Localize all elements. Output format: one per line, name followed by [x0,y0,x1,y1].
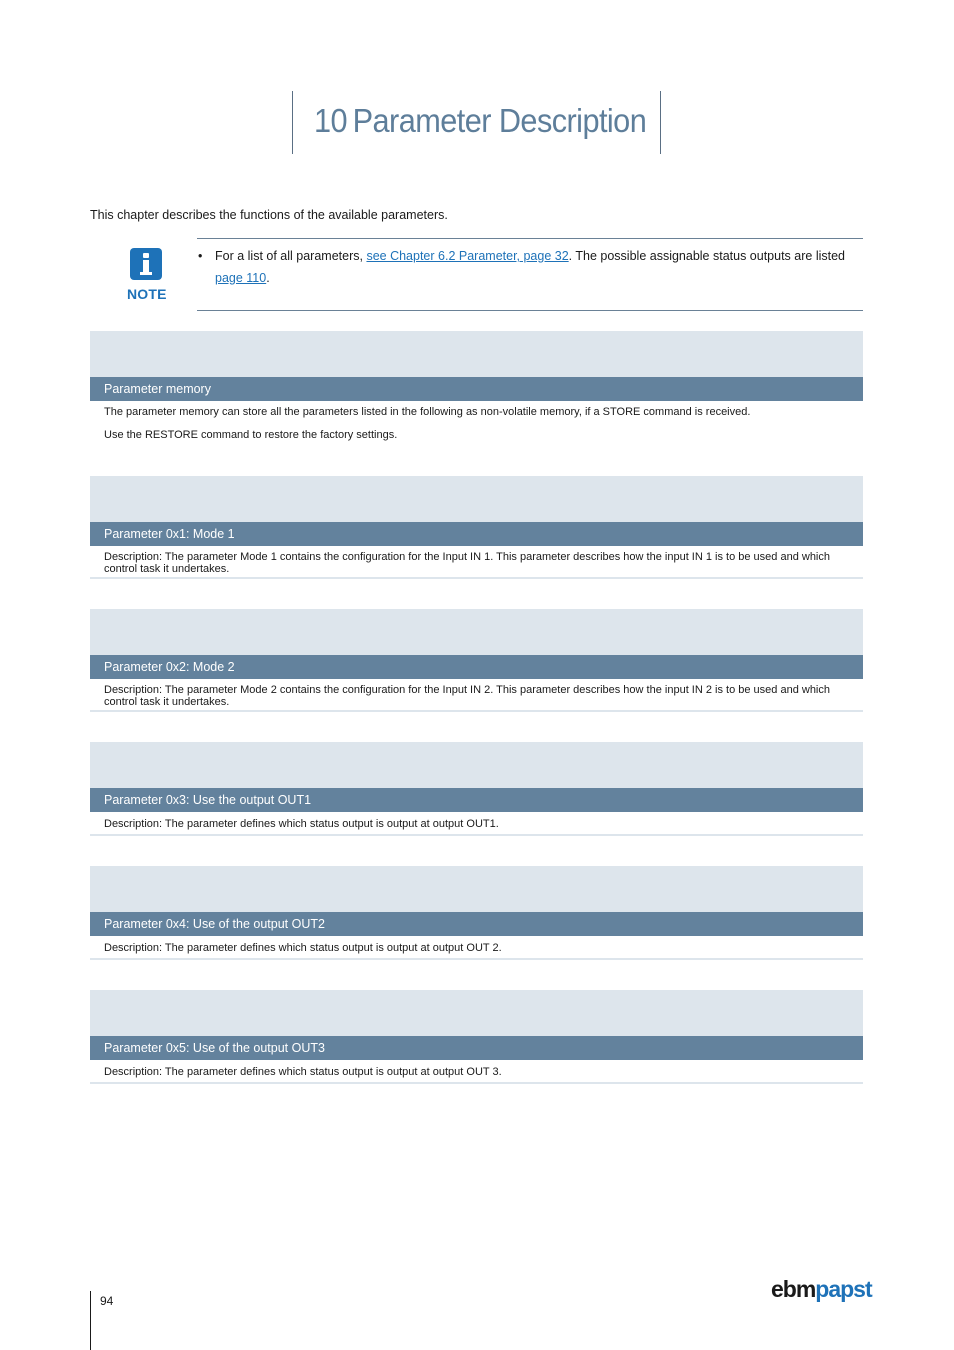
section-body-mode1: Description: The parameter Mode 1 contains the configuration for the Input IN 1. This parameter describes how the input IN 1 is to be used and which control task it undertakes. [104,551,830,575]
chapter-6-2-link[interactable]: see Chapter 6.2 Parameter, page 32 [366,249,569,263]
note-label: NOTE [127,286,167,302]
section-out2-band [90,866,863,912]
page-number: 94 [100,1294,114,1308]
memory-line-2: Use the RESTORE command to restore the factory settings. [104,429,398,441]
section-mode1-band [90,476,863,522]
intro-paragraph: This chapter describes the functions of the available parameters. [90,208,448,222]
section-out3-band [90,990,863,1036]
info-icon [130,248,162,280]
section-heading-out3: Parameter 0x5: Use of the output OUT3 [90,1036,863,1060]
section-out1-band [90,742,863,788]
section-body-out1: Description: The parameter defines which status output is output at output OUT1. [104,818,499,830]
note-text [198,245,848,289]
section-heading-mode2: Parameter 0x2: Mode 2 [90,655,863,679]
section-divider [90,710,863,712]
section-divider [90,577,863,579]
section-body-out3: Description: The parameter defines which status output is output at output OUT 3. [104,1066,502,1078]
section-divider [90,834,863,836]
section-mode2-band [90,609,863,655]
memory-line-1: The parameter memory can store all the parameters listed in the following as non-volatile memory, if a STORE command is received. [104,406,751,418]
note-bottom-rule [197,310,863,311]
section-heading-mode1: Parameter 0x1: Mode 1 [90,522,863,546]
footer-margin-rule [90,1291,91,1350]
section-heading-memory: Parameter memory [90,377,863,401]
title-divider-right [660,91,661,154]
section-divider [90,1082,863,1084]
ebmpapst-logo: ebmpapst [771,1276,872,1302]
chapter-title-text: Parameter Description [352,102,647,139]
section-body-out2: Description: The parameter defines which status output is output at output OUT 2. [104,942,502,954]
chapter-number: 10 [314,102,348,139]
section-body-mode2: Description: The parameter Mode 2 contains the configuration for the Input IN 2. This parameter describes how the input IN 2 is to be used and which control task it undertakes. [104,684,830,708]
chapter-title [314,102,646,140]
title-divider-left [292,91,293,154]
section-divider [90,958,863,960]
note-text-before: For a list of all parameters, [215,249,367,263]
note-text-after: . [266,271,270,285]
section-heading-out1: Parameter 0x3: Use the output OUT1 [90,788,863,812]
note-bullet: • [198,249,203,263]
page-110-link[interactable]: page 110 [215,271,267,285]
note-text-middle: . The possible assignable status outputs are listed [568,249,845,263]
section-memory-band [90,331,863,377]
section-body-memory [104,406,849,441]
note-top-rule [197,238,863,239]
section-heading-out2: Parameter 0x4: Use of the output OUT2 [90,912,863,936]
